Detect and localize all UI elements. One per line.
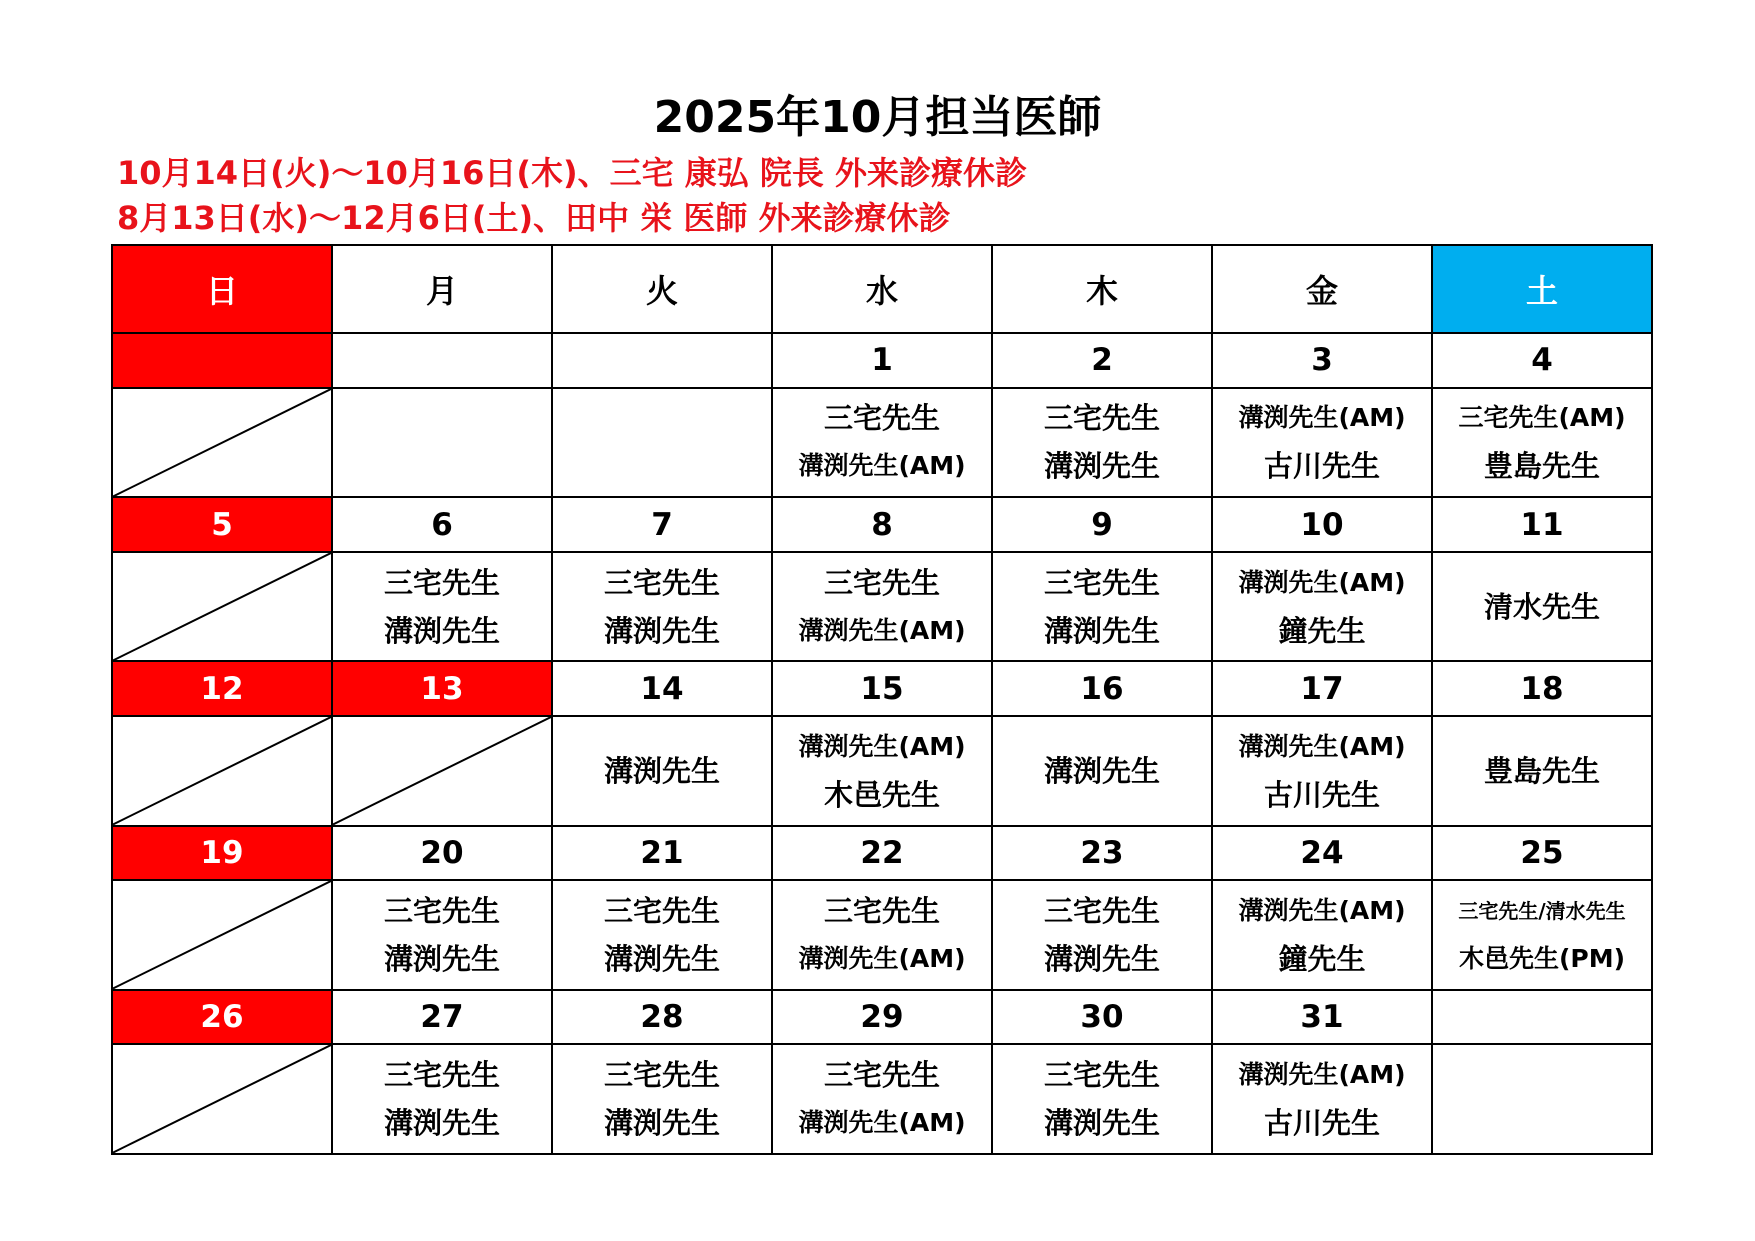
diagonal-slash-icon xyxy=(113,553,331,660)
doctor-cell xyxy=(552,388,772,497)
weekday-header-sat: 土 xyxy=(1432,245,1652,333)
doctor-name: 溝渕先生 xyxy=(603,613,720,648)
weekday-header-thu: 木 xyxy=(992,245,1212,333)
date-cell: 23 xyxy=(992,826,1212,881)
doctor-cell xyxy=(992,880,1212,989)
date-cell: 25 xyxy=(1432,826,1652,881)
doctor-name: 溝渕先生(AM) xyxy=(798,731,966,761)
date-row xyxy=(112,990,1652,1045)
doctor-name: 豊島先生 xyxy=(1483,753,1600,788)
doctor-cell xyxy=(552,1044,772,1154)
diagonal-slash-icon xyxy=(113,1045,331,1153)
doctor-name: 古川先生 xyxy=(1263,1106,1380,1141)
date-cell: 9 xyxy=(992,497,1212,552)
date-cell: 6 xyxy=(332,497,552,552)
doctor-name: 溝渕先生(AM) xyxy=(1238,567,1406,597)
doctor-row xyxy=(112,880,1652,989)
doctor-name: 三宅先生 xyxy=(383,565,500,600)
date-cell: 31 xyxy=(1212,990,1432,1045)
doctor-name: 三宅先生(AM) xyxy=(1458,403,1626,433)
diagonal-slash-icon xyxy=(113,389,331,496)
doctor-cell xyxy=(772,552,992,661)
date-cell: 26 xyxy=(112,990,332,1045)
doctor-cell xyxy=(1432,880,1652,989)
doctor-cell xyxy=(1432,552,1652,661)
doctor-name: 三宅先生 xyxy=(1043,401,1160,436)
weekday-header-wed: 水 xyxy=(772,245,992,333)
calendar-body xyxy=(112,333,1652,1154)
doctor-name: 三宅先生 xyxy=(1043,1058,1160,1093)
doctor-row xyxy=(112,1044,1652,1154)
date-row xyxy=(112,497,1652,552)
doctor-cell xyxy=(332,880,552,989)
date-cell: 3 xyxy=(1212,333,1432,388)
doctor-name: 鐘先生 xyxy=(1278,941,1366,976)
date-cell xyxy=(332,333,552,388)
doctor-row xyxy=(112,388,1652,497)
doctor-name: 溝渕先生 xyxy=(1043,1106,1160,1141)
doctor-name: 三宅先生 xyxy=(603,1058,720,1093)
date-cell: 29 xyxy=(772,990,992,1045)
page-title: 2025年10月担当医師 xyxy=(653,92,1102,143)
doctor-name: 豊島先生 xyxy=(1483,449,1600,484)
doctor-row xyxy=(112,716,1652,825)
date-cell: 13 xyxy=(332,661,552,716)
doctor-schedule-calendar xyxy=(111,244,1653,1155)
doctor-cell xyxy=(992,552,1212,661)
closed-day-cell xyxy=(112,880,332,989)
doctor-cell xyxy=(1212,552,1432,661)
date-cell xyxy=(552,333,772,388)
date-cell: 27 xyxy=(332,990,552,1045)
doctor-cell xyxy=(1432,716,1652,825)
doctor-name: 木邑先生(PM) xyxy=(1458,943,1626,973)
doctor-cell xyxy=(1212,880,1432,989)
doctor-name: 三宅先生 xyxy=(823,1058,940,1093)
date-cell: 20 xyxy=(332,826,552,881)
doctor-name: 清水先生 xyxy=(1483,589,1600,624)
doctor-cell xyxy=(1212,1044,1432,1154)
doctor-name: 溝渕先生(AM) xyxy=(1238,731,1406,761)
date-cell: 28 xyxy=(552,990,772,1045)
doctor-name: 溝渕先生(AM) xyxy=(798,1108,966,1138)
date-cell: 5 xyxy=(112,497,332,552)
closed-day-cell xyxy=(112,1044,332,1154)
closed-day-cell xyxy=(112,552,332,661)
doctor-name: 溝渕先生 xyxy=(1043,449,1160,484)
closure-notice-2: 8月13日(水)～12月6日(土)、田中 栄 医師 外来診療休診 xyxy=(117,199,951,237)
doctor-cell xyxy=(772,388,992,497)
weekday-header-sun: 日 xyxy=(112,245,332,333)
date-cell: 16 xyxy=(992,661,1212,716)
doctor-name: 溝渕先生 xyxy=(603,753,720,788)
diagonal-slash-icon xyxy=(113,717,331,824)
date-cell: 14 xyxy=(552,661,772,716)
date-cell: 24 xyxy=(1212,826,1432,881)
date-cell: 22 xyxy=(772,826,992,881)
doctor-cell xyxy=(332,1044,552,1154)
doctor-name: 溝渕先生 xyxy=(1043,613,1160,648)
closure-notice-1: 10月14日(火)～10月16日(木)、三宅 康弘 院長 外来診療休診 xyxy=(117,154,1028,192)
doctor-cell xyxy=(332,388,552,497)
date-cell: 10 xyxy=(1212,497,1432,552)
doctor-name: 三宅先生 xyxy=(1043,565,1160,600)
doctor-cell xyxy=(772,880,992,989)
doctor-name: 溝渕先生(AM) xyxy=(1238,895,1406,925)
date-cell: 30 xyxy=(992,990,1212,1045)
diagonal-slash-icon xyxy=(113,881,331,988)
doctor-cell xyxy=(992,716,1212,825)
doctor-name: 溝渕先生(AM) xyxy=(1238,1060,1406,1090)
doctor-name: 溝渕先生 xyxy=(1043,753,1160,788)
date-cell: 4 xyxy=(1432,333,1652,388)
doctor-name: 三宅先生 xyxy=(823,893,940,928)
doctor-cell xyxy=(772,1044,992,1154)
closed-day-cell xyxy=(332,716,552,825)
date-cell: 2 xyxy=(992,333,1212,388)
date-cell: 12 xyxy=(112,661,332,716)
doctor-name: 三宅先生 xyxy=(383,893,500,928)
date-cell xyxy=(1432,990,1652,1045)
doctor-name: 溝渕先生(AM) xyxy=(1238,403,1406,433)
doctor-cell xyxy=(992,388,1212,497)
doctor-name: 三宅先生 xyxy=(823,401,940,436)
doctor-name: 溝渕先生(AM) xyxy=(798,451,966,481)
doctor-name: 古川先生 xyxy=(1263,449,1380,484)
doctor-name: 溝渕先生(AM) xyxy=(798,943,966,973)
doctor-name: 三宅先生 xyxy=(603,565,720,600)
weekday-header-tue: 火 xyxy=(552,245,772,333)
date-cell: 8 xyxy=(772,497,992,552)
doctor-name: 溝渕先生 xyxy=(383,613,500,648)
date-row xyxy=(112,333,1652,388)
doctor-name: 三宅先生 xyxy=(383,1058,500,1093)
doctor-name: 三宅先生 xyxy=(1043,893,1160,928)
date-cell: 21 xyxy=(552,826,772,881)
weekday-header-mon: 月 xyxy=(332,245,552,333)
date-cell: 1 xyxy=(772,333,992,388)
doctor-name: 溝渕先生 xyxy=(1043,941,1160,976)
doctor-cell xyxy=(1212,716,1432,825)
date-row xyxy=(112,826,1652,881)
doctor-cell xyxy=(1212,388,1432,497)
closed-day-cell xyxy=(112,716,332,825)
closed-day-cell xyxy=(112,388,332,497)
date-cell: 18 xyxy=(1432,661,1652,716)
doctor-cell xyxy=(332,552,552,661)
doctor-name: 三宅先生 xyxy=(603,893,720,928)
doctor-name: 三宅先生/清水先生 xyxy=(1458,898,1626,923)
diagonal-slash-icon xyxy=(333,717,551,824)
doctor-cell xyxy=(1432,388,1652,497)
doctor-name: 三宅先生 xyxy=(823,565,940,600)
doctor-cell xyxy=(1432,1044,1652,1154)
doctor-name: 溝渕先生(AM) xyxy=(798,615,966,645)
date-cell: 7 xyxy=(552,497,772,552)
date-cell xyxy=(112,333,332,388)
doctor-cell xyxy=(552,880,772,989)
weekday-header-fri: 金 xyxy=(1212,245,1432,333)
doctor-cell xyxy=(992,1044,1212,1154)
doctor-name: 溝渕先生 xyxy=(383,1106,500,1141)
doctor-name: 古川先生 xyxy=(1263,777,1380,812)
date-cell: 19 xyxy=(112,826,332,881)
doctor-name: 木邑先生 xyxy=(823,777,940,812)
doctor-name: 溝渕先生 xyxy=(603,1106,720,1141)
doctor-row xyxy=(112,552,1652,661)
date-cell: 17 xyxy=(1212,661,1432,716)
date-cell: 11 xyxy=(1432,497,1652,552)
doctor-cell xyxy=(772,716,992,825)
doctor-name: 溝渕先生 xyxy=(383,941,500,976)
weekday-header-row xyxy=(112,245,1652,333)
doctor-cell xyxy=(552,552,772,661)
date-row xyxy=(112,661,1652,716)
date-cell: 15 xyxy=(772,661,992,716)
doctor-name: 溝渕先生 xyxy=(603,941,720,976)
doctor-name: 鐘先生 xyxy=(1278,613,1366,648)
doctor-cell xyxy=(552,716,772,825)
